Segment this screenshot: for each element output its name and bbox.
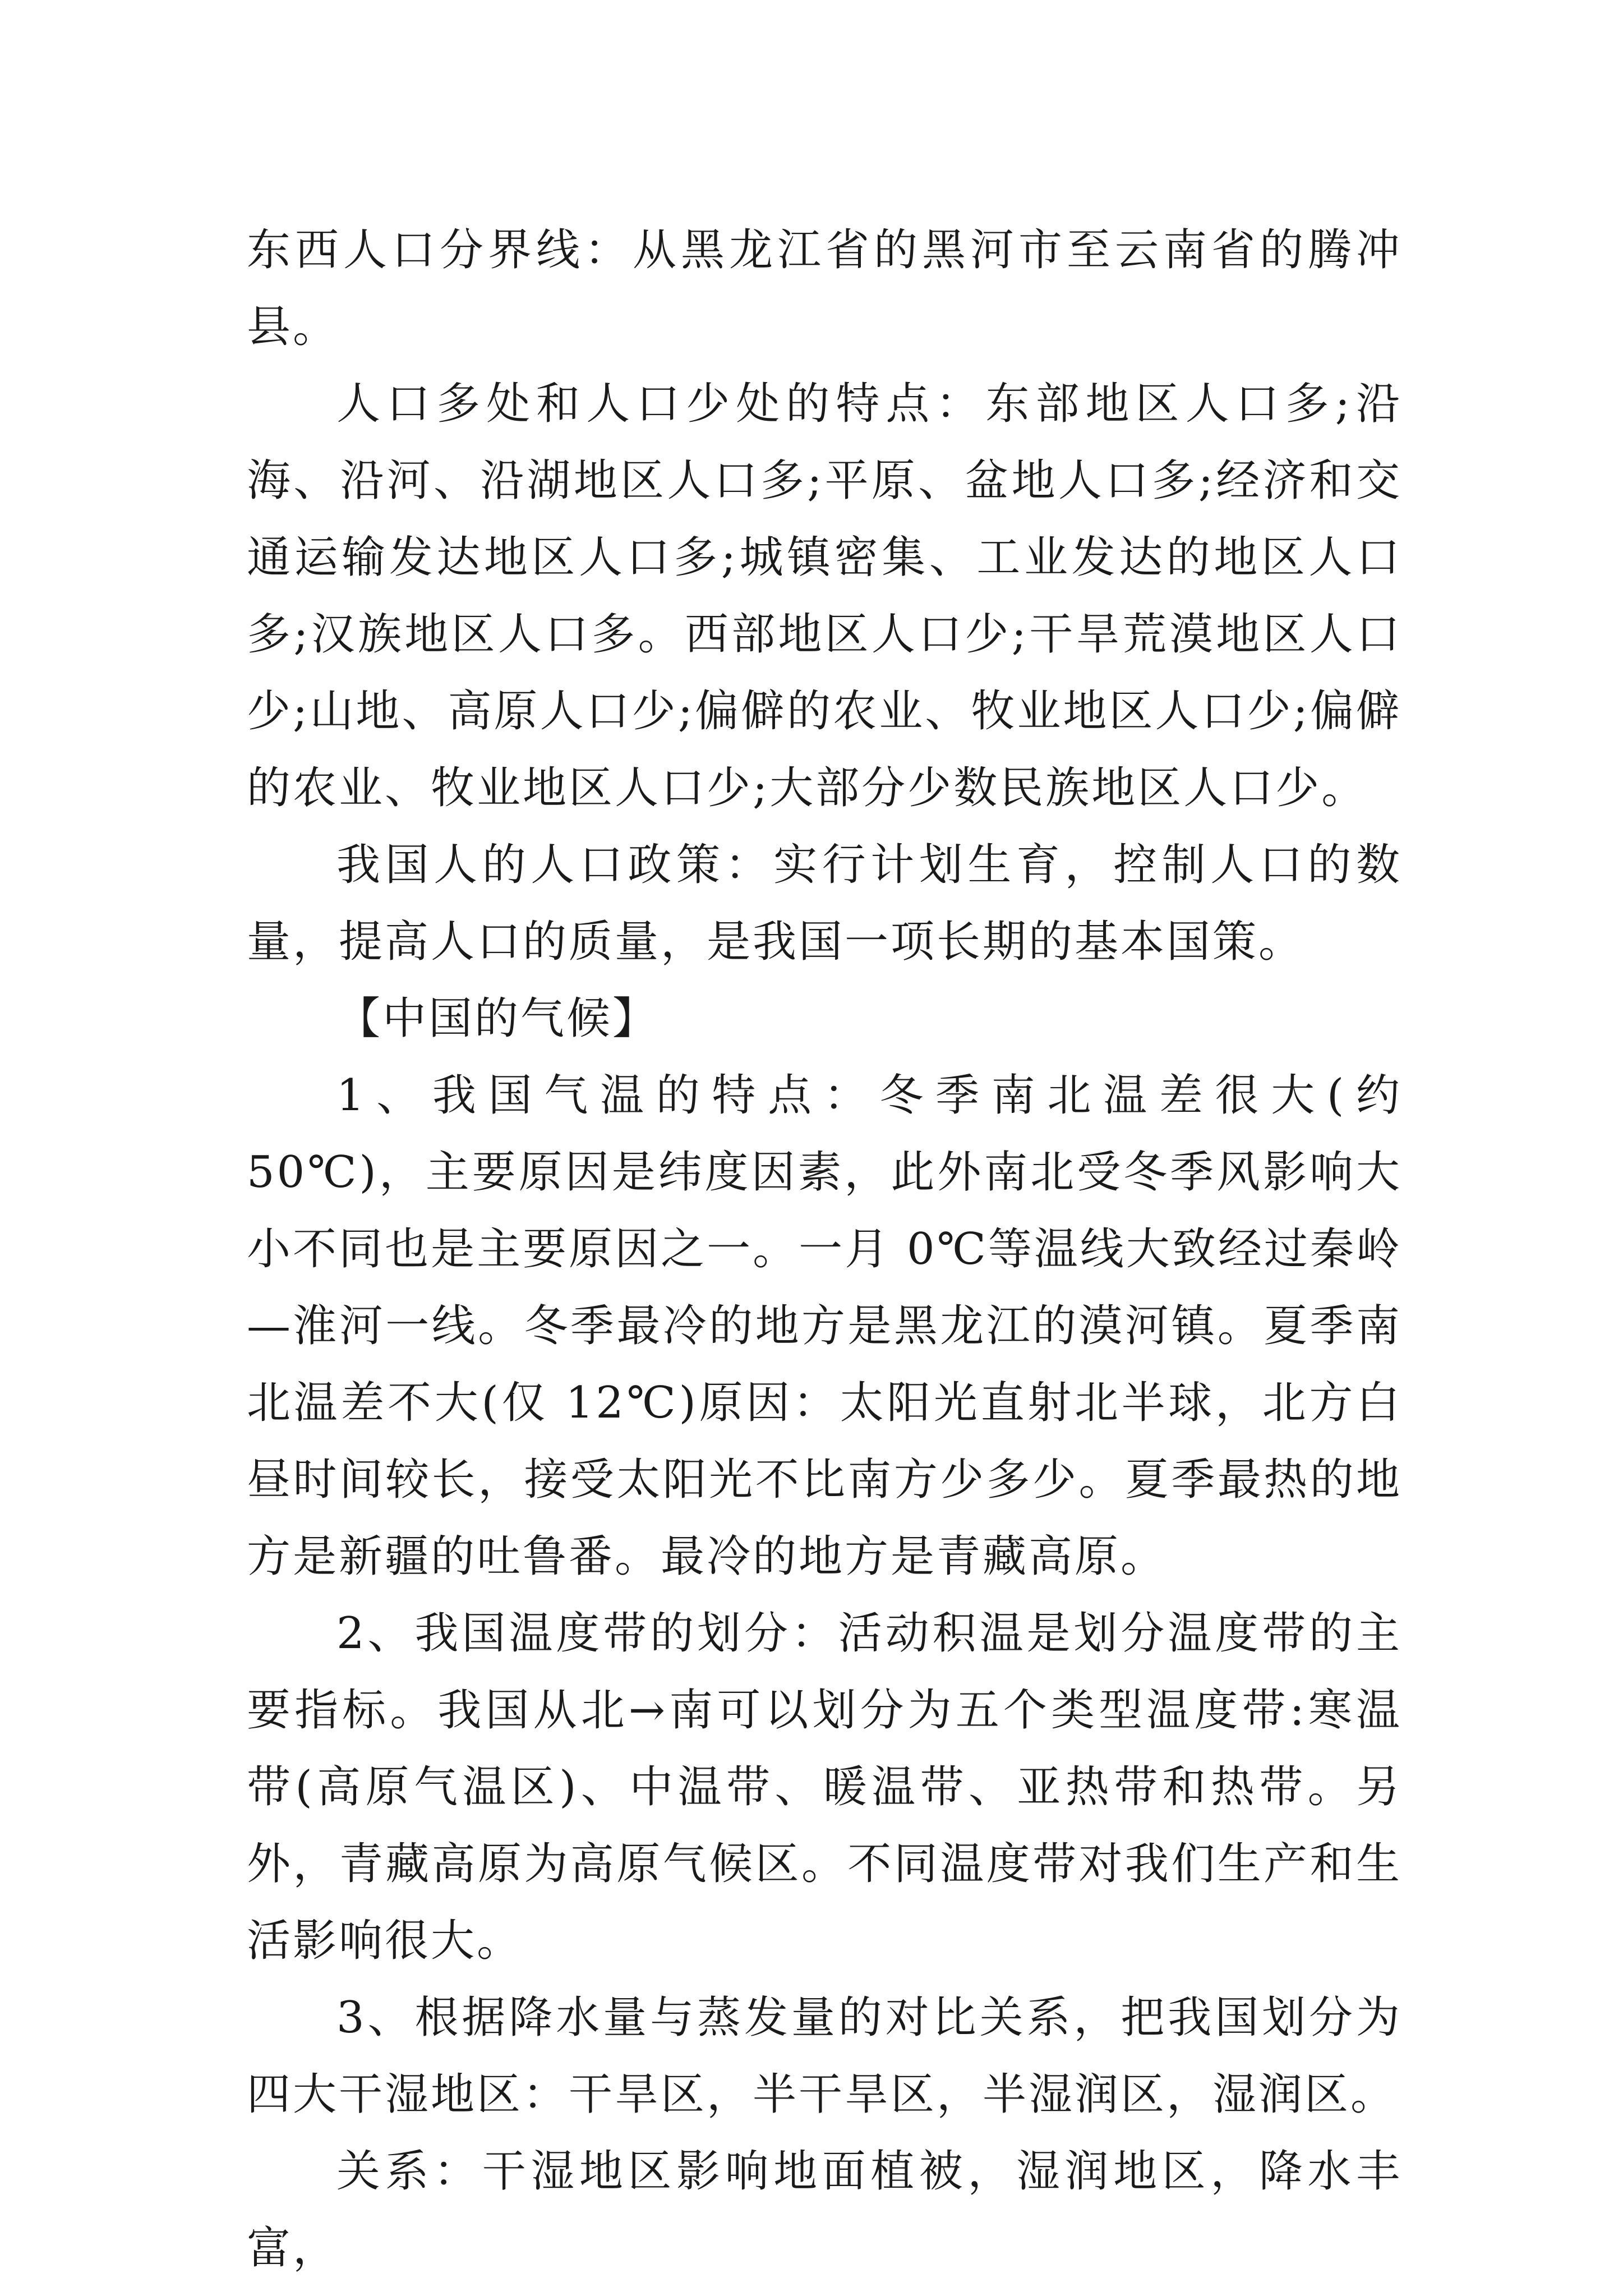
paragraph-population-distribution: 人口多处和人口少处的特点：东部地区人口多;沿海、沿河、沿湖地区人口多;平原、盆地人口多;经济和交通运输发达地区人口多;城镇密集、工业发达的地区人口多;汉族地区人口多。西部地区人口少;干旱荒漠地区人口少;山地、高原人口少;偏僻的农业、牧业地区人口少;偏僻的农业、牧业地区人口少;大部分少数民族地区人口少。 xyxy=(247,379,1402,813)
paragraph-population-divide: 东西人口分界线：从黑龙江省的黑河市至云南省的腾冲县。 xyxy=(247,225,1402,352)
paragraph-population-policy: 我国人的人口政策：实行计划生育，控制人口的数量，提高人口的质量，是我国一项长期的基本国策。 xyxy=(247,840,1402,967)
paragraph-dry-wet-regions: 3、根据降水量与蒸发量的对比关系，把我国划分为四大干湿地区：干旱区，半干旱区，半湿润区，湿润区。 xyxy=(247,1993,1402,2120)
document-body xyxy=(247,212,1402,2287)
paragraph-temperature-features: 1、我国气温的特点：冬季南北温差很大(约 50℃)，主要原因是纬度因素，此外南北受冬季风影响大小不同也是主要原因之一。一月 0℃等温线大致经过秦岭—淮河一线。冬季最冷的地方是黑龙江的漠河镇。夏季南北温差不大(仅 12℃)原因：太阳光直射北半球，北方白昼时间较长，接受太阳光不比南方少多少。夏季最热的地方是新疆的吐鲁番。最冷的地方是青藏高原。 xyxy=(247,1070,1402,1582)
paragraph-relationship: 关系：干湿地区影响地面植被，湿润地区，降水丰富， xyxy=(247,2146,1402,2274)
paragraph-temperature-zones: 2、我国温度带的划分：活动积温是划分温度带的主要指标。我国从北→南可以划分为五个类型温度带:寒温带(高原气温区)、中温带、暖温带、亚热带和热带。另外，青藏高原为高原气候区。不同温度带对我们生产和生活影响很大。 xyxy=(247,1608,1402,1966)
section-heading-climate: 【中国的气候】 xyxy=(336,993,659,1044)
